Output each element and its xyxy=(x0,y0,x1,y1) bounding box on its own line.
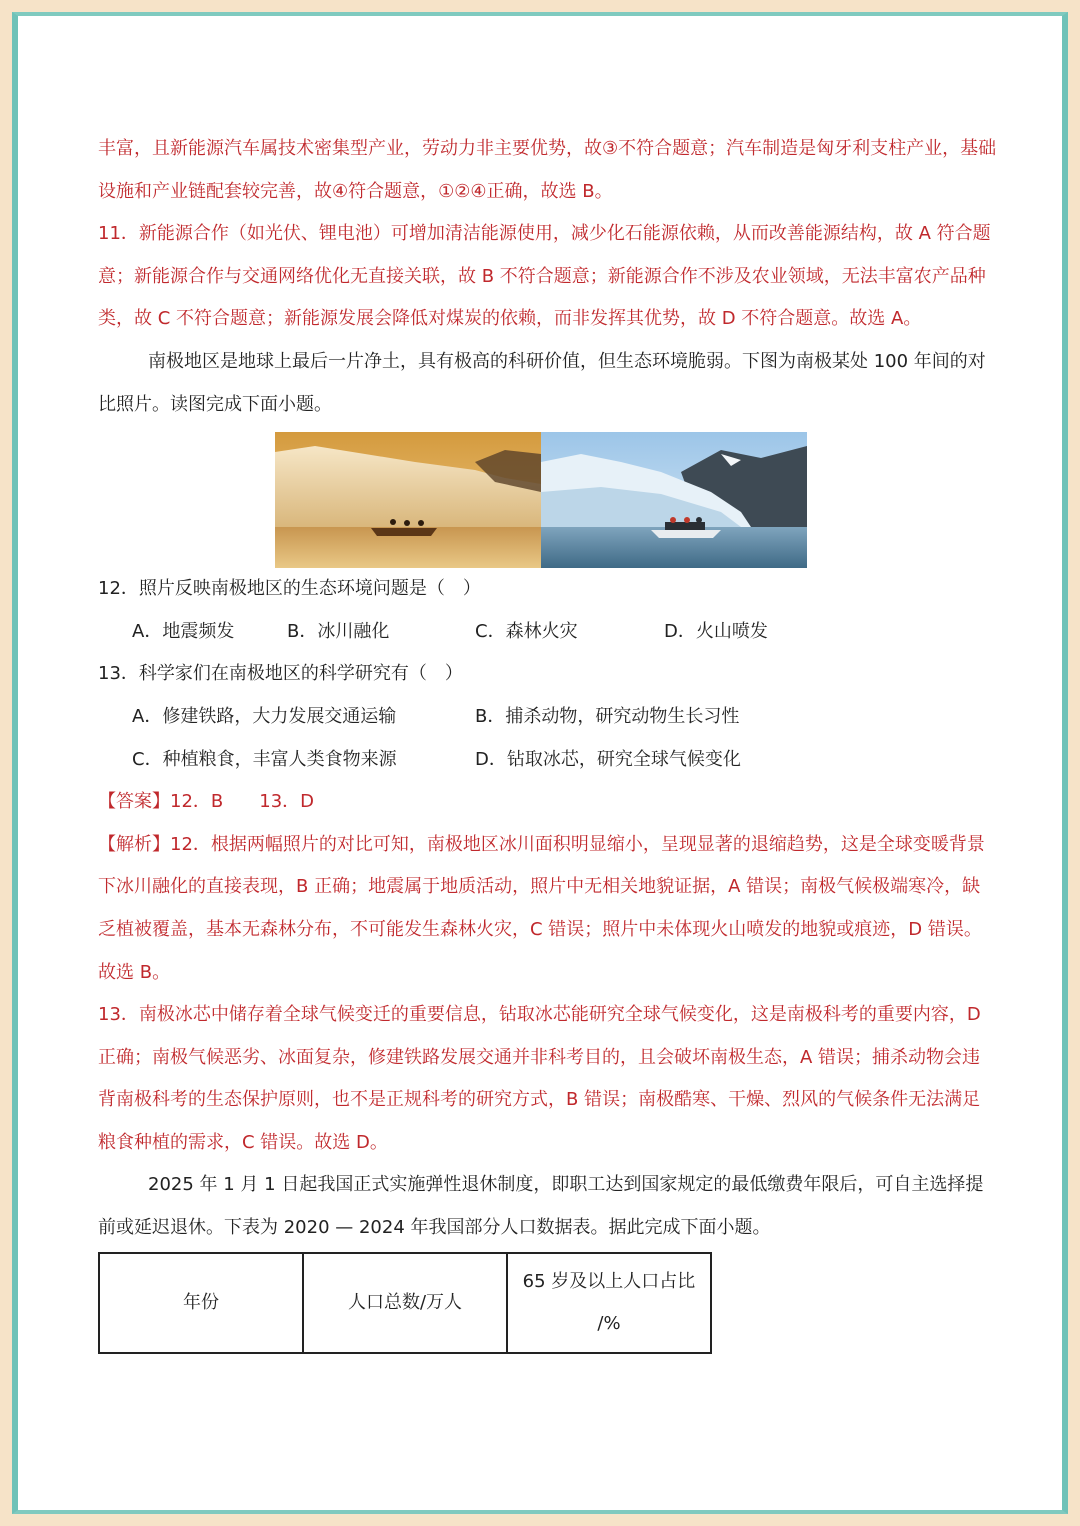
q12-option-c: C．森林火灾 xyxy=(475,620,578,642)
question-intro-2: 2025 年 1 月 1 日起我国正式实施弹性退休制度，即职工达到国家规定的最低缴费年限后，可自主选择提前或延迟退休。下表为 2020 — 2024 年我国部分人口数据表。据此完成下面小题。 xyxy=(98,1174,984,1239)
question-13-options-row1 xyxy=(98,696,998,739)
analysis-12: 【解析】12．根据两幅照片的对比可知，南极地区冰川面积明显缩小，呈现显著的退缩趋势，这是全球变暖背景下冰川融化的直接表现，B 正确；地震属于地质活动，照片中无相关地貌证据，A 错误；南极气候极端寒冷，缺乏植被覆盖，基本无森林分布，不可能发生森林火灾，C 错误；照片中未体现火山喷发的地貌或痕迹，D 错误。故选 B。 xyxy=(98,833,985,983)
analysis-paragraph-11: 11．新能源合作（如光伏、锂电池）可增加清洁能源使用，减少化石能源依赖，从而改善能源结构，故 A 符合题意；新能源合作与交通网络优化无直接关联，故 B 不符合题意；新能源合作不涉及农业领域，无法丰富农产品种类，故 C 不符合题意；新能源发展会降低对煤炭的依赖，而非发挥其优势，故 D 不符合题意。故选 A。 xyxy=(98,223,991,330)
document-body xyxy=(98,128,998,1354)
table-header-elderly-ratio: 65 岁及以上人口占比 /% xyxy=(507,1253,711,1353)
question-13-options-row2 xyxy=(98,739,998,782)
comparison-photos xyxy=(275,432,998,568)
q13-option-d: D．钻取冰芯，研究全球气候变化 xyxy=(475,748,741,770)
question-12-options xyxy=(98,611,998,654)
recent-photo xyxy=(541,432,807,568)
old-photo xyxy=(275,432,541,568)
q12-option-d: D．火山喷发 xyxy=(664,620,768,642)
analysis-13: 13．南极冰芯中储存着全球气候变迁的重要信息，钻取冰芯能研究全球气候变化，这是南极科考的重要内容，D 正确；南极气候恶劣、冰面复杂，修建铁路发展交通并非科考目的，且会破坏南极生态，A 错误；捕杀动物会违背南极科考的生态保护原则，也不是正规科考的研究方式，B 错误；南极酷寒、干燥、烈风的气候条件无法满足粮食种植的需求，C 错误。故选 D。 xyxy=(98,1004,981,1153)
answer-line: 【答案】12．B 13．D xyxy=(98,791,315,813)
population-table xyxy=(98,1252,712,1354)
q13-option-b: B．捕杀动物，研究动物生长习性 xyxy=(475,705,740,727)
table-header-row xyxy=(99,1253,711,1353)
q12-option-a: A．地震频发 xyxy=(132,620,235,642)
table-header-population: 人口总数/万人 xyxy=(303,1253,507,1353)
q12-option-b: B．冰川融化 xyxy=(287,620,390,642)
question-12-stem: 12．照片反映南极地区的生态环境问题是（ ） xyxy=(98,578,481,600)
question-intro: 南极地区是地球上最后一片净土，具有极高的科研价值，但生态环境脆弱。下图为南极某处 100 年间的对比照片。读图完成下面小题。 xyxy=(98,350,986,415)
analysis-paragraph-10: 丰富，且新能源汽车属技术密集型产业，劳动力非主要优势，故③不符合题意；汽车制造是匈牙利支柱产业，基础设施和产业链配套较完善，故④符合题意，①②④正确，故选 B。 xyxy=(98,138,997,202)
q13-option-a: A．修建铁路，大力发展交通运输 xyxy=(132,705,397,727)
q13-option-c: C．种植粮食，丰富人类食物来源 xyxy=(132,748,397,770)
table-header-year: 年份 xyxy=(99,1253,303,1353)
question-13-stem: 13．科学家们在南极地区的科学研究有（ ） xyxy=(98,663,463,685)
